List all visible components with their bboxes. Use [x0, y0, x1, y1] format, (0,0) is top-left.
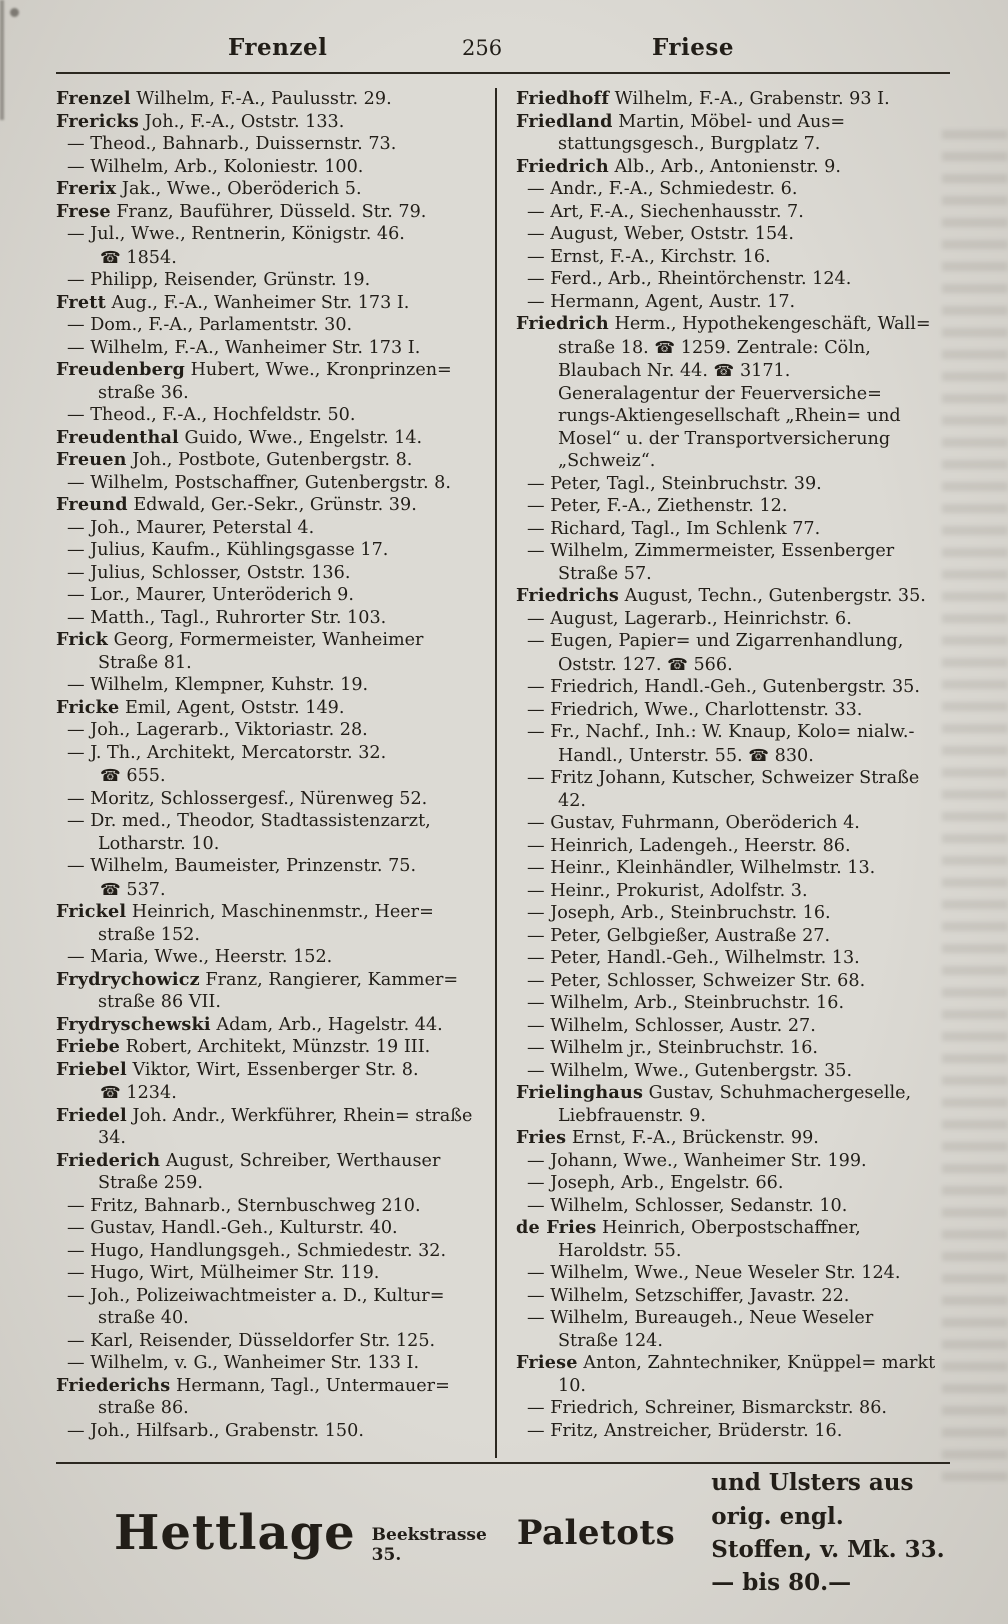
dash-mark: — [527, 473, 551, 494]
phone-number: 1234. [120, 1083, 177, 1103]
ad-text-line1: und Ulsters aus orig. engl. [711, 1469, 914, 1530]
dash-mark: — [67, 270, 91, 290]
dash-mark: — [527, 608, 551, 629]
dash-mark: — [527, 993, 551, 1013]
dash-mark: — [527, 925, 551, 946]
dash-mark: — [527, 722, 551, 742]
entry-continuation: — Heinrich, Ladengeh., Heerstr. 86. [527, 835, 851, 856]
entry: Friedrichs August, Techn., Gutenbergstr. 35. [516, 585, 926, 606]
dash-mark: — [67, 517, 91, 538]
dash-mark: — [527, 224, 551, 244]
page-number: 256 [462, 36, 503, 60]
entry-surname: Frett [56, 291, 106, 313]
dash-mark: — [67, 1218, 91, 1238]
ad-product: Paletots [516, 1513, 676, 1553]
entry-continuation: — Karl, Reisender, Düsseldorfer Str. 125. [67, 1330, 436, 1351]
dash-mark: — [67, 1240, 91, 1261]
phone-number: 830. [769, 745, 814, 766]
dash-mark: — [67, 1263, 91, 1283]
entry: Friebel Viktor, Wirt, Essenberger Str. 8. [56, 1058, 419, 1080]
entry-continuation: — August, Weber, Oststr. 154. [527, 224, 794, 244]
entry-continuation: — Wilhelm, Baumeister, Prinzenstr. 75. [67, 856, 417, 876]
entry-continuation: — Hugo, Wirt, Mülheimer Str. 119. [67, 1263, 380, 1283]
dash-mark: — [67, 675, 91, 695]
entry-continuation: — Julius, Kaufm., Kühlingsgasse 17. [67, 540, 389, 560]
entry-continuation: — Peter, Tagl., Steinbruchstr. 39. [527, 473, 822, 494]
dash-mark: — [527, 1420, 551, 1441]
entry-continuation: — Joh., Maurer, Peterstal 4. [67, 517, 315, 538]
phone-line [56, 246, 476, 270]
entry-continuation: — Heinr., Prokurist, Adolfstr. 3. [527, 880, 808, 901]
entry-continuation: — Ernst, F.-A., Kirchstr. 16. [527, 246, 771, 267]
entry-surname: Friedhoff [516, 88, 610, 109]
directory-columns [56, 88, 952, 1458]
dash-mark: — [67, 811, 91, 831]
entry-continuation: — Julius, Schlosser, Oststr. 136. [67, 562, 351, 583]
entry: Frydrychowicz Franz, Rangierer, Kammer= straße 86 VII. [56, 968, 459, 1012]
dash-mark: — [67, 742, 91, 763]
entry-surname: Frielinghaus [516, 1082, 644, 1103]
entry-continuation: — Joseph, Arb., Engelstr. 66. [527, 1173, 784, 1193]
dash-mark: — [527, 1173, 551, 1193]
advertisement [56, 1468, 950, 1598]
entry-continuation: — Matth., Tagl., Ruhrorter Str. 103. [67, 607, 387, 628]
dash-mark: — [67, 224, 91, 244]
entry-continuation: — Joh., Lagerarb., Viktoriastr. 28. [67, 720, 368, 740]
entry-continuation: — Hermann, Agent, Austr. 17. [527, 291, 796, 312]
entry-surname: Friedrich [516, 155, 609, 177]
entry: Friederichs Hermann, Tagl., Untermauer= straße 86. [56, 1374, 450, 1418]
dash-mark: — [67, 947, 91, 967]
entry-surname: Fricke [56, 696, 120, 718]
phone-icon: ☎ [667, 653, 688, 674]
entry-continuation: — Peter, F.-A., Ziethenstr. 12. [527, 496, 788, 516]
ad-address: Beekstrasse 35. [371, 1525, 487, 1565]
dash-mark: — [67, 315, 91, 335]
entry-continuation: — Peter, Gelbgießer, Austraße 27. [527, 925, 831, 946]
dash-mark: — [527, 768, 551, 788]
column-divider [495, 88, 497, 1458]
entry-continuation: — Moritz, Schlossergesf., Nürenweg 52. [67, 788, 428, 809]
entry-surname: Fries [516, 1127, 567, 1148]
entry-continuation: — Wilhelm, v. G., Wanheimer Str. 133 I. [67, 1353, 420, 1373]
dash-mark: — [527, 1195, 551, 1216]
entry: Freudenthal Guido, Wwe., Engelstr. 14. [56, 426, 423, 448]
phone-line [56, 764, 476, 788]
entry: Frick Georg, Formermeister, Wanheimer Straße 81. [56, 629, 424, 673]
dash-mark: — [67, 1285, 91, 1306]
entry-continuation: — Ferd., Arb., Rheintörchenstr. 124. [527, 269, 852, 289]
entry-surname: Frickel [56, 901, 127, 922]
entry: Friedel Joh. Andr., Werkführer, Rhein= straße 34. [56, 1104, 473, 1148]
entry-continuation: — Heinr., Kleinhändler, Wilhelmstr. 13. [527, 858, 876, 878]
dash-mark: — [527, 835, 551, 856]
entry: Frenzel Wilhelm, F.-A., Paulusstr. 29. [56, 88, 392, 109]
entry-continuation: — Theod., Bahnarb., Duissernstr. 73. [67, 134, 397, 154]
dash-mark: — [527, 246, 551, 267]
dash-mark: — [527, 518, 551, 539]
entry-surname: Friederichs [56, 1374, 171, 1396]
phone-icon: ☎ [100, 878, 121, 899]
entry-continuation: — Richard, Tagl., Im Schlenk 77. [527, 518, 821, 539]
dash-mark: — [527, 948, 551, 968]
entry: Frielinghaus Gustav, Schuhmachergeselle, Liebfrauenstr. 9. [516, 1082, 912, 1126]
entry: Frydryschewski Adam, Arb., Hagelstr. 44. [56, 1013, 443, 1035]
phone-icon: ☎ [100, 246, 121, 267]
entry: de Fries Heinrich, Oberpostschaffner, Haroldstr. 55. [516, 1217, 861, 1261]
dash-mark: — [67, 562, 91, 583]
entry-continuation: — Maria, Wwe., Heerstr. 152. [67, 947, 333, 967]
entry-continuation: — Hugo, Handlungsgeh., Schmiedestr. 32. [67, 1240, 447, 1261]
dash-mark: — [527, 858, 551, 878]
phone-icon: ☎ [713, 360, 735, 380]
dash-mark: — [67, 134, 91, 154]
entry-surname: Freudenberg [56, 359, 185, 380]
dash-mark: — [527, 970, 551, 991]
entry-continuation: — Joh., Polizeiwachtmeister a. D., Kultur= straße 40. [67, 1285, 445, 1328]
dash-mark: — [527, 1060, 551, 1081]
header-rule [56, 72, 950, 74]
dash-mark: — [67, 540, 91, 560]
phone-number: 1259. [675, 337, 732, 358]
dash-mark: — [527, 631, 551, 651]
entry-surname: Friedrich [516, 313, 609, 334]
entry: Freudenberg Hubert, Wwe., Kronprinzen= straße 36. [56, 359, 452, 403]
entry-continuation: — Theod., F.-A., Hochfeldstr. 50. [67, 405, 356, 425]
entry-continuation: — Fritz Johann, Kutscher, Schweizer Straße 42. [527, 768, 920, 811]
entry-continuation: — Wilhelm, Klempner, Kuhstr. 19. [67, 675, 369, 695]
phone-number: 655. [120, 766, 166, 786]
entry: Frett Aug., F.-A., Wanheimer Str. 173 I. [56, 291, 410, 313]
entry-continuation: — Wilhelm, Bureaugeh., Neue Weseler Straße 124. [527, 1308, 874, 1351]
dash-mark: — [527, 269, 551, 289]
entry-continuation: — Wilhelm, Schlosser, Sedanstr. 10. [527, 1195, 848, 1216]
entry-continuation: — Friedrich, Schreiner, Bismarckstr. 86. [527, 1398, 888, 1418]
ad-text-line2: Stoffen, v. Mk. 33.— bis 80.— [711, 1536, 945, 1597]
entry-continuation: — Wilhelm, Arb., Koloniestr. 100. [67, 156, 364, 177]
dash-mark: — [527, 903, 551, 923]
entry-continuation: — Gustav, Handl.-Geh., Kulturstr. 40. [67, 1218, 398, 1238]
entry-continuation: — Joh., Hilfsarb., Grabenstr. 150. [67, 1420, 364, 1441]
entry: Fricke Emil, Agent, Oststr. 149. [56, 696, 345, 718]
entry-continuation: — Peter, Handl.-Geh., Wilhelmstr. 13. [527, 948, 860, 968]
dash-mark: — [527, 541, 551, 561]
dash-mark: — [527, 1150, 551, 1171]
entry: Frese Franz, Bauführer, Düsseld. Str. 79. [56, 200, 427, 222]
dash-mark: — [527, 1285, 551, 1306]
dash-mark: — [527, 179, 551, 199]
entry: Freuen Joh., Postbote, Gutenbergstr. 8. [56, 449, 413, 470]
entry: Friedrich Herm., Hypothekengeschäft, Wall= straße 18. ☎ 1259. Zentrale: Cöln, Blaubach Nr. 44. ☎ 3171. Generalagentur der Feuerversiche= rungs-Aktiengesellschaft „Rhein= und Mosel“ u. der Transportversicherung „Schweiz“. [516, 313, 931, 471]
entry-surname: Frick [56, 629, 109, 650]
phone-number: 3171. [734, 361, 791, 381]
entry-continuation: — Wilhelm jr., Steinbruchstr. 16. [527, 1038, 818, 1058]
entry: Frerix Jak., Wwe., Oberöderich 5. [56, 178, 362, 199]
entry-continuation: — Fritz, Bahnarb., Sternbuschweg 210. [67, 1195, 421, 1216]
entry-surname: de Fries [516, 1217, 597, 1238]
entry-continuation: — Fritz, Anstreicher, Brüderstr. 16. [527, 1420, 843, 1441]
phone-number: 1854. [120, 247, 177, 268]
entry-continuation: — Gustav, Fuhrmann, Oberöderich 4. [527, 813, 860, 833]
entry-surname: Frenzel [56, 88, 131, 109]
entry-continuation: — Art, F.-A., Siechenhausstr. 7. [527, 201, 804, 222]
dash-mark: — [67, 1353, 91, 1373]
entry: Friedhoff Wilhelm, F.-A., Grabenstr. 93 I. [516, 88, 890, 109]
entry-surname: Frydrychowicz [56, 968, 200, 990]
entry-surname: Freudenthal [56, 426, 179, 448]
entry-continuation: — August, Lagerarb., Heinrichstr. 6. [527, 608, 852, 629]
header-keyword-right: Friese [652, 34, 734, 61]
entry-continuation: — Dom., F.-A., Parlamentstr. 30. [67, 315, 353, 335]
entry-continuation: — Wilhelm, Wwe., Neue Weseler Str. 124. [527, 1263, 901, 1283]
entry-surname: Friedland [516, 110, 613, 132]
entry-continuation: — Jul., Wwe., Rentnerin, Königstr. 46. [67, 224, 405, 244]
entry-continuation: — Wilhelm, Postschaffner, Gutenbergstr. 8. [67, 472, 451, 493]
dash-mark: — [527, 1263, 551, 1283]
dash-mark: — [67, 1420, 91, 1441]
dash-mark: — [527, 677, 551, 697]
dash-mark: — [527, 880, 551, 901]
phone-icon: ☎ [100, 1082, 121, 1102]
entry-continuation: — Wilhelm, Wwe., Gutenbergstr. 35. [527, 1060, 853, 1081]
phone-icon: ☎ [100, 765, 121, 785]
dash-mark: — [67, 720, 91, 740]
dash-mark: — [527, 496, 551, 516]
scan-artifact-edge [0, 0, 4, 120]
dash-mark: — [67, 856, 91, 876]
entry-surname: Frydryschewski [56, 1013, 211, 1035]
entry: Fries Ernst, F.-A., Brückenstr. 99. [516, 1127, 819, 1148]
entry-surname: Friederich [56, 1149, 161, 1171]
dash-mark: — [527, 1015, 551, 1036]
dash-mark: — [67, 472, 91, 493]
entry-surname: Friedrichs [516, 585, 619, 606]
entry-continuation: — Wilhelm, Schlosser, Austr. 27. [527, 1015, 816, 1036]
entry-continuation: — Joseph, Arb., Steinbruchstr. 16. [527, 903, 831, 923]
entry-surname: Frerix [56, 178, 117, 199]
entry-continuation: — Johann, Wwe., Wanheimer Str. 199. [527, 1150, 867, 1171]
phone-line [56, 1081, 476, 1105]
phone-number: 566. [687, 654, 733, 675]
dash-mark: — [527, 699, 551, 720]
entry-surname: Friebe [56, 1036, 121, 1057]
entry: Friese Anton, Zahntechniker, Knüppel= markt 10. [516, 1352, 936, 1396]
dash-mark: — [527, 1308, 551, 1328]
entry: Frericks Joh., F.-A., Oststr. 133. [56, 110, 345, 132]
entry-continuation: — Philipp, Reisender, Grünstr. 19. [67, 270, 371, 290]
dash-mark: — [67, 337, 91, 358]
dash-mark: — [527, 813, 551, 833]
entry-surname: Freuen [56, 449, 127, 470]
entry-continuation: — Eugen, Papier= und Zigarrenhandlung, Oststr. 127. ☎ 566. [527, 631, 904, 675]
entry: Friederich August, Schreiber, Werthauser Straße 259. [56, 1149, 441, 1193]
entry-surname: Frese [56, 200, 111, 222]
dash-mark: — [67, 585, 91, 605]
dash-mark: — [67, 1195, 91, 1216]
entry-surname: Friedel [56, 1104, 127, 1126]
entry: Frickel Heinrich, Maschinenmstr., Heer= straße 152. [56, 901, 434, 945]
entry-continuation: — Dr. med., Theodor, Stadtassistenzarzt, Lotharstr. 10. [67, 811, 431, 854]
entry-surname: Friebel [56, 1058, 127, 1080]
footer-rule [56, 1462, 950, 1464]
phone-icon: ☎ [748, 744, 770, 765]
dash-mark: — [527, 1038, 551, 1058]
dash-mark: — [67, 788, 91, 809]
entry-surname: Frericks [56, 110, 140, 132]
entry-continuation: — J. Th., Architekt, Mercatorstr. 32. [67, 742, 387, 763]
dash-mark: — [527, 201, 551, 222]
entry-continuation: — Friedrich, Handl.-Geh., Gutenbergstr. 35. [527, 677, 920, 697]
dash-mark: — [67, 405, 91, 425]
entry-continuation: — Peter, Schlosser, Schweizer Str. 68. [527, 970, 866, 991]
dash-mark: — [67, 156, 91, 177]
dash-mark: — [527, 1398, 551, 1418]
entry-continuation: — Friedrich, Wwe., Charlottenstr. 33. [527, 699, 863, 720]
entry: Friedrich Alb., Arb., Antonienstr. 9. [516, 155, 841, 177]
entry-continuation: — Wilhelm, Setzschiffer, Javastr. 22. [527, 1285, 850, 1306]
scan-artifact-corner [10, 8, 19, 17]
entry-continuation: — Wilhelm, Zimmermeister, Essenberger Straße 57. [527, 541, 895, 584]
column-right [516, 88, 936, 1458]
phone-line [56, 878, 476, 902]
phone-number: 537. [120, 879, 166, 900]
ad-text [711, 1466, 950, 1599]
phone-icon: ☎ [654, 336, 676, 357]
header-keyword-left: Frenzel [228, 34, 328, 61]
column-left [56, 88, 476, 1458]
entry-surname: Freund [56, 494, 128, 515]
entry: Freund Edwald, Ger.-Sekr., Grünstr. 39. [56, 494, 417, 515]
entry: Friedland Martin, Möbel- und Aus= stattungsgesch., Burgplatz 7. [516, 110, 846, 154]
dash-mark: — [67, 1330, 91, 1351]
entry-continuation: — Wilhelm, F.-A., Wanheimer Str. 173 I. [67, 337, 421, 358]
entry-continuation: — Wilhelm, Arb., Steinbruchstr. 16. [527, 993, 845, 1013]
entry: Friebe Robert, Architekt, Münzstr. 19 III. [56, 1036, 431, 1057]
entry-continuation: — Andr., F.-A., Schmiedestr. 6. [527, 179, 798, 199]
ad-brand: Hettlage [114, 1505, 356, 1561]
entry-continuation: — Fr., Nachf., Inh.: W. Knaup, Kolo= nialw.-Handl., Unterstr. 55. ☎ 830. [527, 722, 915, 766]
entry-continuation: — Lor., Maurer, Unteröderich 9. [67, 585, 354, 605]
dash-mark: — [67, 607, 91, 628]
dash-mark: — [527, 291, 551, 312]
entry-surname: Friese [516, 1352, 578, 1373]
